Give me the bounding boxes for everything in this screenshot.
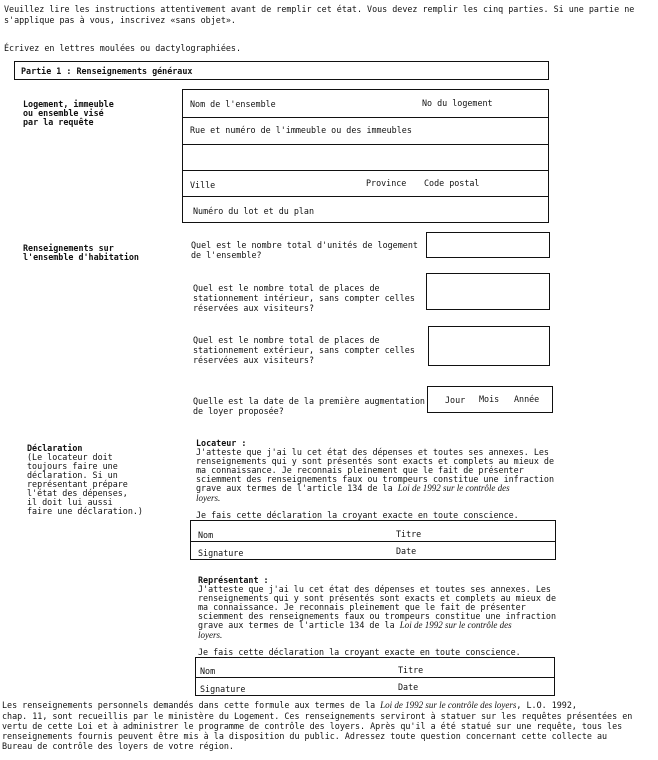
landlord-text-4: sciemment des renseignements faux ou trompeurs constitue une infraction [196, 474, 554, 484]
landlord-title-field[interactable]: Titre [396, 529, 422, 539]
intro-line-3: Écrivez en lettres moulées ou dactylographiées. [4, 43, 241, 53]
question-units-line-2: de l'ensemble? [191, 250, 262, 260]
footer-law-title: Loi de 1992 sur le contrôle des loyers [380, 700, 517, 710]
question-indoor-line-1: Quel est le nombre total de places de [193, 283, 380, 293]
landlord-text-5: grave aux termes de l'article 134 de la Loi de 1992 sur le contrôle des [196, 483, 510, 493]
question-indoor-line-2: stationnement intérieur, sans compter celles [193, 293, 415, 303]
declaration-note-1: (Le locateur doit [27, 452, 113, 462]
complex-name-field[interactable]: Nom de l'ensemble [190, 99, 276, 109]
postal-code-field[interactable]: Code postal [424, 178, 480, 188]
representative-text-6: loyers. [198, 630, 223, 640]
intro-line-1: Veuillez lire les instructions attentivement avant de remplir cet état. Vous devez remplir les cinq parties. Si une partie ne [4, 4, 635, 14]
total-units-input[interactable] [426, 232, 550, 258]
landlord-name-field[interactable]: Nom [198, 530, 214, 540]
complex-info-label-2: l'ensemble d'habitation [23, 252, 139, 262]
city-field[interactable]: Ville [190, 180, 216, 190]
declaration-note-7: faire une déclaration.) [27, 506, 143, 516]
representative-date-field[interactable]: Date [398, 682, 419, 692]
unit-number-field[interactable]: No du logement [422, 98, 493, 108]
landlord-text-6: loyers. [196, 493, 221, 503]
landlord-signature-box [190, 520, 556, 560]
question-date-line-2: de loyer proposée? [193, 406, 284, 416]
question-units-line-1: Quel est le nombre total d'unités de logement [191, 240, 418, 250]
declaration-note-5: l'état des dépenses, [27, 488, 128, 498]
year-label: Année [514, 394, 540, 404]
representative-good-faith: Je fais cette déclaration la croyant exacte en toute conscience. [198, 647, 521, 657]
representative-text-3: ma connaissance. Je reconnais pleinement que le fait de présenter [198, 602, 526, 612]
question-outdoor-line-2: stationnement extérieur, sans compter celles [193, 345, 415, 355]
month-label: Mois [479, 394, 500, 404]
building-label-2: ou ensemble visé [23, 108, 104, 118]
representative-text-2: renseignements qui y sont présentés sont exacts et complets au mieux de [198, 593, 556, 603]
landlord-text-2: renseignements qui y sont présentés sont exacts et complets au mieux de [196, 456, 554, 466]
representative-title-field[interactable]: Titre [398, 665, 424, 675]
declaration-note-3: déclaration. Si un [27, 470, 118, 480]
landlord-date-field[interactable]: Date [396, 546, 417, 556]
representative-heading: Représentant : [198, 575, 269, 585]
law-title: Loi de 1992 sur le contrôle des [397, 483, 510, 493]
intro-line-2: s'applique pas à vous, inscrivez «sans objet». [4, 15, 236, 25]
landlord-text-1: J'atteste que j'ai lu cet état des dépenses et toutes ses annexes. Les [196, 447, 549, 457]
landlord-signature-field[interactable]: Signature [198, 548, 244, 558]
representative-name-field[interactable]: Nom [200, 666, 216, 676]
question-indoor-line-3: réservées aux visiteurs? [193, 303, 315, 313]
question-outdoor-line-1: Quel est le nombre total de places de [193, 335, 380, 345]
footer-line-3: vertu de cette Loi et à administrer le programme de contrôle des loyers. Après qu'il a été statué sur une requête, tous les [2, 721, 623, 731]
question-date-line-1: Quelle est la date de la première augmentation [193, 396, 425, 406]
question-outdoor-line-3: réservées aux visiteurs? [193, 355, 315, 365]
province-field[interactable]: Province [366, 178, 407, 188]
outdoor-parking-input[interactable] [428, 326, 550, 366]
day-label: Jour [445, 395, 466, 405]
complex-info-label-1: Renseignements sur [23, 243, 114, 253]
law-title: Loi de 1992 sur le contrôle des [399, 620, 512, 630]
building-label-3: par la requête [23, 117, 94, 127]
indoor-parking-input[interactable] [426, 273, 550, 310]
declaration-label: Déclaration [27, 443, 83, 453]
landlord-heading: Locateur : [196, 438, 247, 448]
lot-plan-field[interactable]: Numéro du lot et du plan [193, 206, 315, 216]
declaration-note-6: il doit lui aussi [27, 497, 113, 507]
street-field-continued[interactable] [190, 150, 540, 166]
declaration-note-2: toujours faire une [27, 461, 118, 471]
part1-heading: Partie 1 : Renseignements généraux [21, 66, 193, 76]
street-field[interactable]: Rue et numéro de l'immeuble ou des immeubles [190, 125, 412, 135]
footer-line-2: chap. 11, sont recueillis par le ministère du Logement. Ces renseignements serviront à statuer sur les requêtes présentées en [2, 711, 633, 721]
landlord-text-3: ma connaissance. Je reconnais pleinement que le fait de présenter [196, 465, 524, 475]
representative-signature-field[interactable]: Signature [200, 684, 246, 694]
declaration-note-4: représentant prépare [27, 479, 128, 489]
building-label-1: Logement, immeuble [23, 99, 114, 109]
representative-text-4: sciemment des renseignements faux ou trompeurs constitue une infraction [198, 611, 556, 621]
footer-line-4: renseignements fournis peuvent être mis à la disposition du public. Adressez toute question concernant cette collecte au [2, 731, 608, 741]
landlord-good-faith: Je fais cette déclaration la croyant exacte en toute conscience. [196, 510, 519, 520]
footer-line-5: Bureau de contrôle des loyers de votre région. [2, 741, 234, 751]
representative-text-1: J'atteste que j'ai lu cet état des dépenses et toutes ses annexes. Les [198, 584, 551, 594]
representative-text-5: grave aux termes de l'article 134 de la Loi de 1992 sur le contrôle des [198, 620, 512, 630]
footer-line-1: Les renseignements personnels demandés dans cette formule aux termes de la Loi de 1992 sur le contrôle des loyers, L.O. 1992, [2, 700, 577, 710]
